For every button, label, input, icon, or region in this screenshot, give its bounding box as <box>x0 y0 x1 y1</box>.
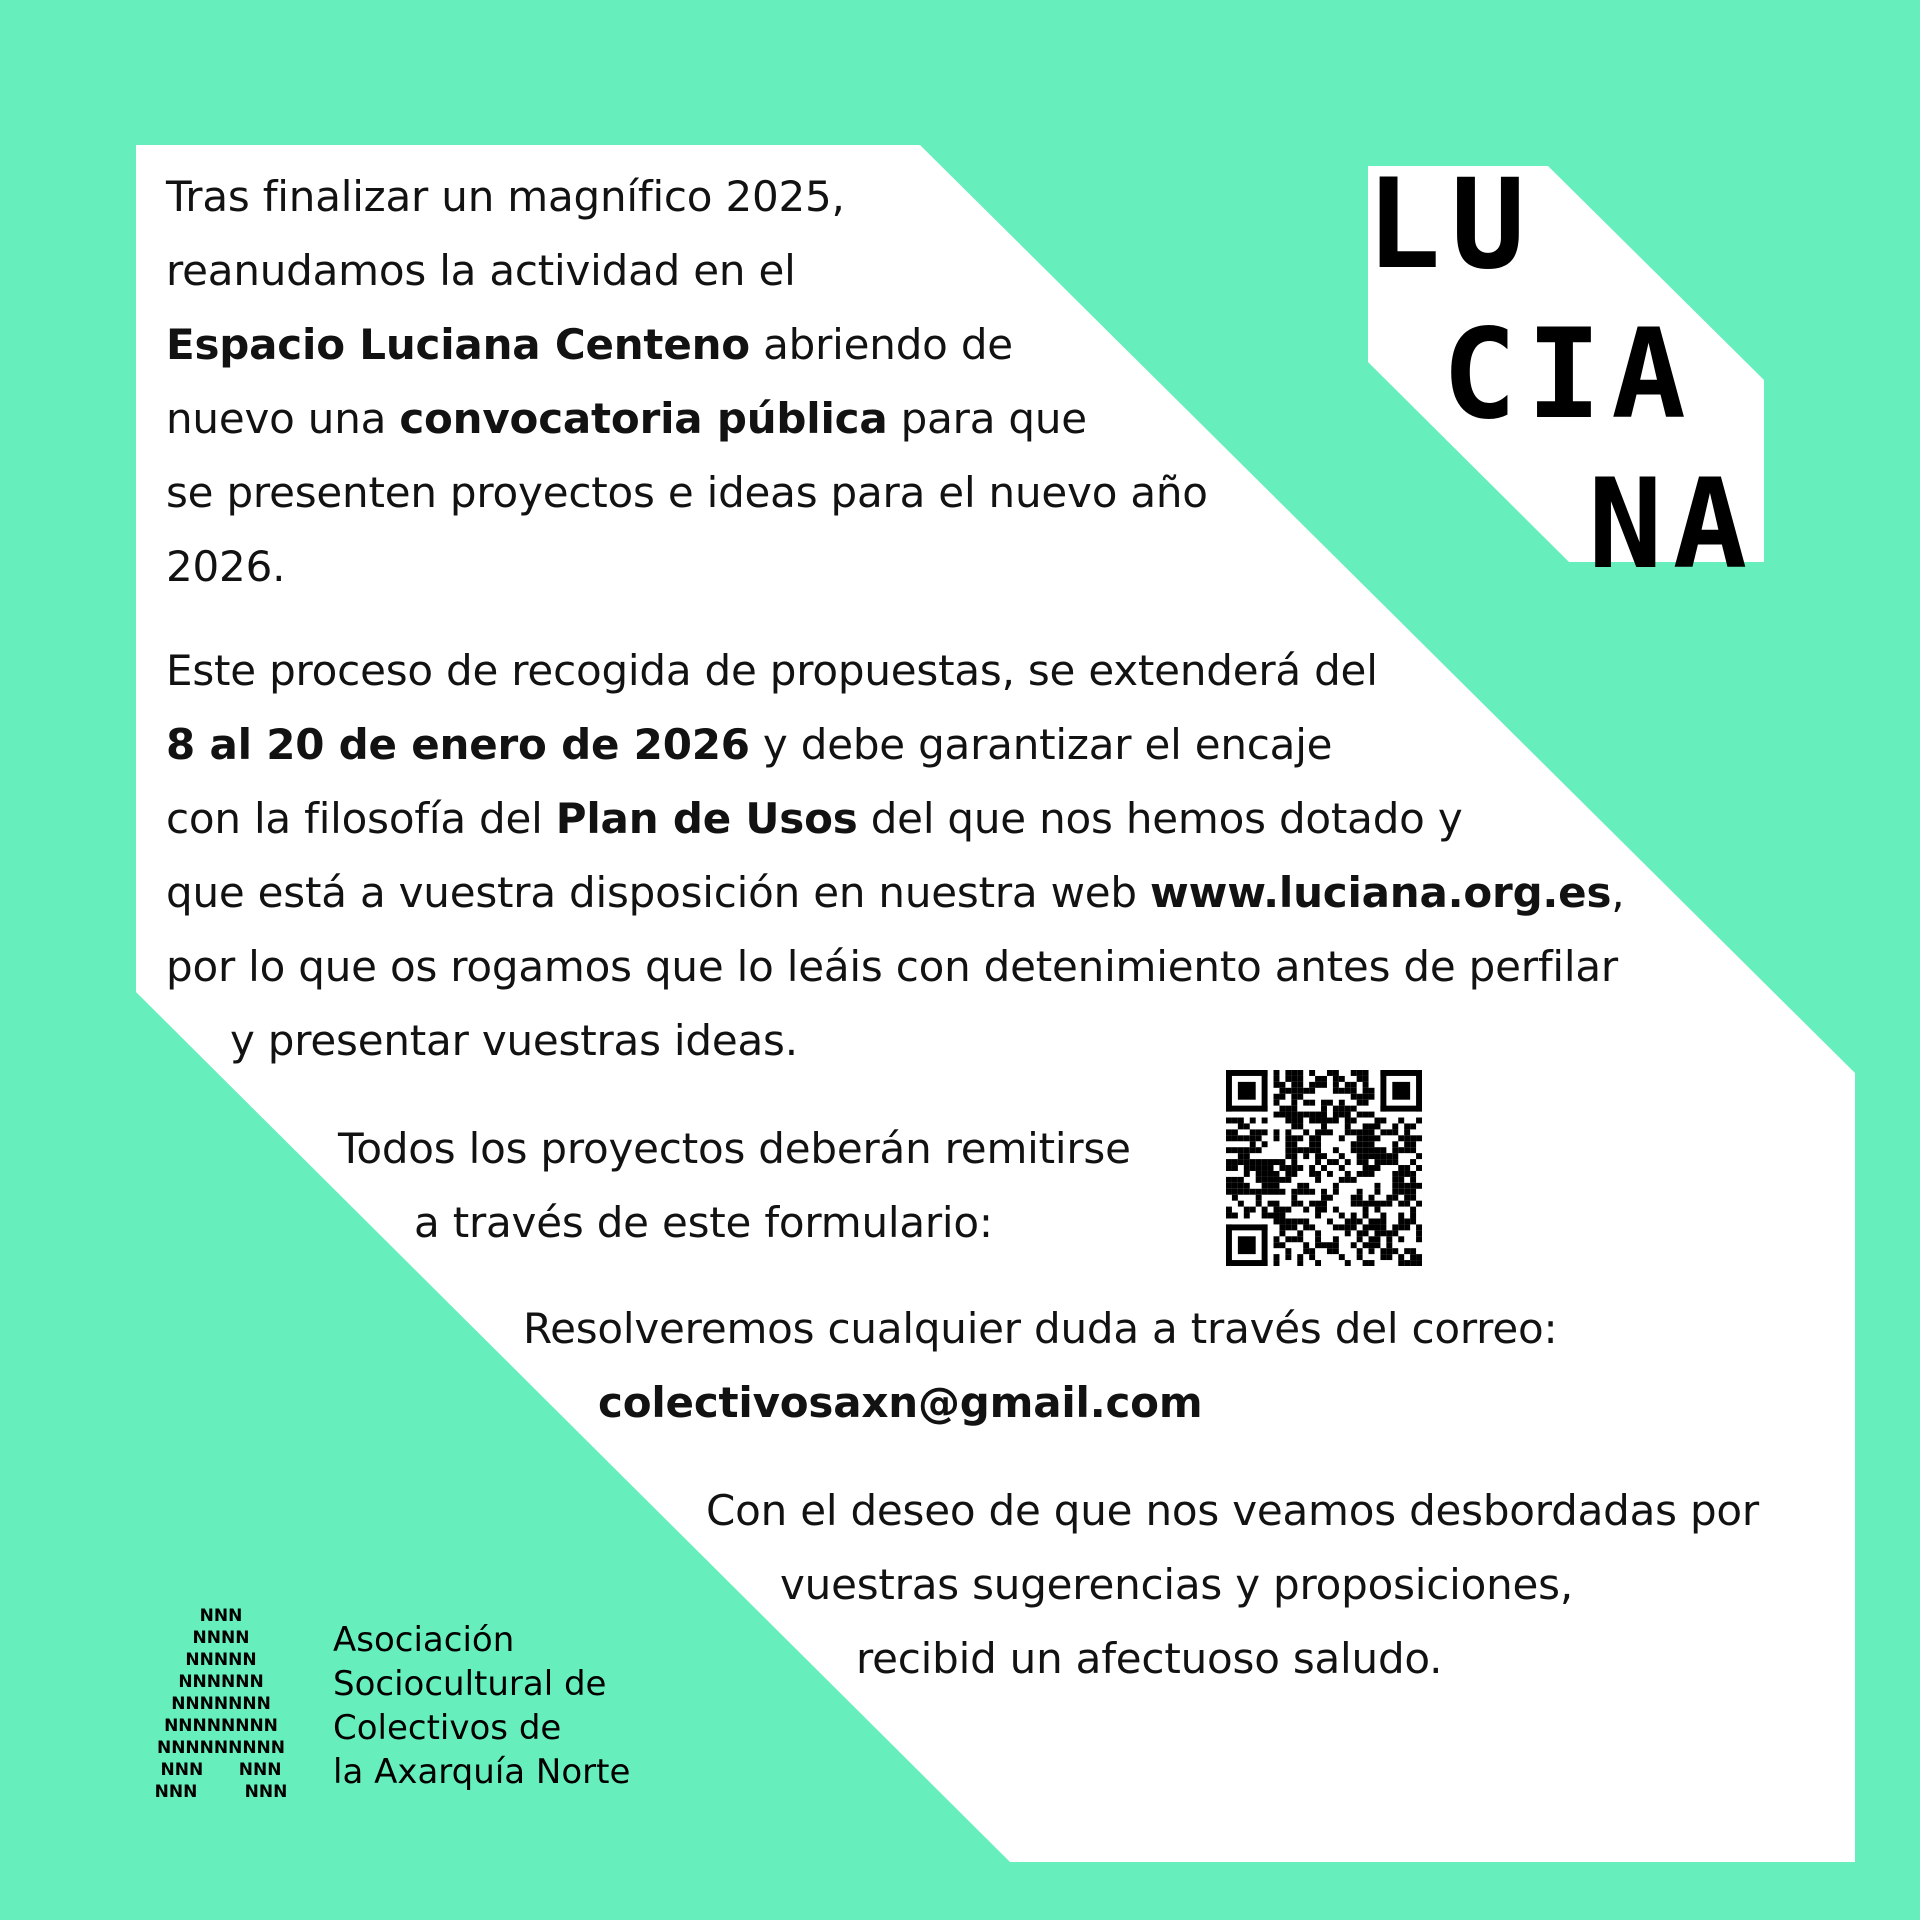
intro-line-3: Espacio Luciana Centeno abriendo de <box>166 320 1013 369</box>
association-mark-row: NNNN <box>192 1628 250 1648</box>
association-mark-row: NNN NNN <box>160 1760 282 1780</box>
closing-line-3: recibid un afectuoso saludo. <box>856 1634 1443 1683</box>
website-link[interactable]: www.luciana.org.es <box>1150 868 1612 917</box>
association-mark-row: NNN <box>199 1606 243 1626</box>
process-line-3: con la filosofía del Plan de Usos del que nos hemos dotado y <box>166 794 1463 843</box>
association-logo-mark <box>136 1605 306 1803</box>
intro-line-2: reanudamos la actividad en el <box>166 246 796 295</box>
association-name-line-1: Asociación <box>333 1620 515 1660</box>
closing-line-1: Con el deseo de que nos veamos desbordadas por <box>706 1486 1759 1535</box>
process-line-6: y presentar vuestras ideas. <box>230 1016 798 1065</box>
public-call: convocatoria pública <box>399 394 888 443</box>
closing-line-2: vuestras sugerencias y proposiciones, <box>780 1560 1573 1609</box>
process-line-1: Este proceso de recogida de propuestas, se extenderá del <box>166 646 1378 695</box>
contact-line-1: Resolveremos cualquier duda a través del correo: <box>523 1304 1558 1353</box>
association-mark-row: NNNNNNNN <box>164 1716 278 1736</box>
logo-line-1: LU <box>1366 153 1536 297</box>
plan-de-usos: Plan de Usos <box>555 794 858 843</box>
association-mark-row: NNNNN <box>185 1650 257 1670</box>
logo-line-2: CIA <box>1442 303 1696 447</box>
qr-code-icon[interactable] <box>1226 1070 1422 1266</box>
logo-line-3: NA <box>1588 453 1758 597</box>
intro-line-4: nuevo una convocatoria pública para que <box>166 394 1087 443</box>
venue-name: Espacio Luciana Centeno <box>166 320 750 369</box>
dates: 8 al 20 de enero de 2026 <box>166 720 750 769</box>
form-line-1: Todos los proyectos deberán remitirse <box>338 1124 1131 1173</box>
association-name-line-2: Sociocultural de <box>333 1664 607 1704</box>
association-mark-row: NNNNNNNNN <box>156 1738 286 1758</box>
intro-line-6: 2026. <box>166 542 286 591</box>
form-line-2: a través de este formulario: <box>414 1198 993 1247</box>
intro-line-5: se presenten proyectos e ideas para el nuevo año <box>166 468 1208 517</box>
process-line-5: por lo que os rogamos que lo leáis con detenimiento antes de perfilar <box>166 942 1618 991</box>
intro-line-1: Tras finalizar un magnífico 2025, <box>166 172 845 221</box>
association-name <box>333 1618 630 1794</box>
process-line-2: 8 al 20 de enero de 2026 y debe garantizar el encaje <box>166 720 1333 769</box>
association-mark-row: NNN NNN <box>154 1782 288 1802</box>
association-mark-row: NNNNNN <box>178 1672 264 1692</box>
contact-email[interactable]: colectivosaxn@gmail.com <box>598 1378 1203 1427</box>
association-mark-row: NNNNNNN <box>171 1694 271 1714</box>
process-line-4: que está a vuestra disposición en nuestra web www.luciana.org.es, <box>166 868 1625 917</box>
association-name-line-3: Colectivos de <box>333 1708 562 1748</box>
luciana-logo <box>1366 150 1766 600</box>
association-name-line-4: la Axarquía Norte <box>333 1752 631 1792</box>
